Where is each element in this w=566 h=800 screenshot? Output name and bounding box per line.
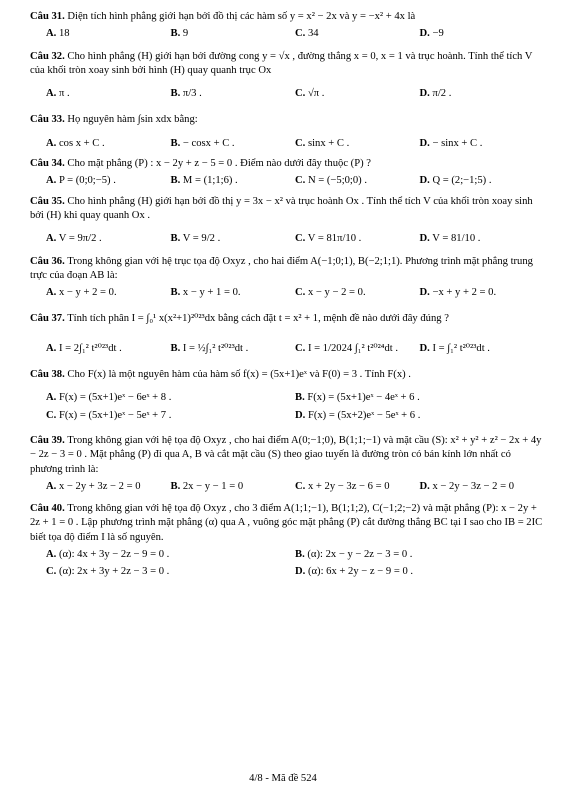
option-b[interactable]: B. (α): 2x − y − 2z − 3 = 0 .: [295, 549, 413, 561]
options: [46, 286, 544, 300]
question-38: [30, 368, 544, 426]
question-text: Cho F(x) là một nguyên hàm của hàm số f(x) = (5x+1)eˣ và F(0) = 3 . Tính F(x) .: [67, 369, 411, 381]
option-d[interactable]: D. −9: [419, 28, 444, 40]
options: [46, 480, 544, 494]
options: [46, 548, 544, 583]
question-39: [30, 434, 544, 494]
question-text: Diện tích hình phẳng giới hạn bởi đồ thị các hàm số y = x² − 2x và y = −x² + 4x là: [67, 11, 416, 22]
question-text: Trong không gian với hệ tọa độ Oxyz , cho hai điểm A(0;−1;0), B(1;1;−1) và mặt cầu (S): x² + y² + z² − 2x + 4y − 2z − 3 = 0 . Mặt phẳng (P) đi qua A, B và cắt mặt cầu (S) theo giao tuyến là đường tròn có bán kính lớn nhất có phương trình là:: [30, 434, 542, 475]
page-footer: 4/8 - Mã đề 524: [249, 773, 317, 784]
question-label: Câu 35.: [30, 195, 65, 207]
option-a[interactable]: A. 18: [46, 28, 70, 40]
question-label: Câu 39.: [30, 434, 65, 446]
option-d[interactable]: D. F(x) = (5x+2)eˣ − 5eˣ + 6 .: [295, 409, 421, 421]
question-36: [30, 255, 544, 301]
option-d[interactable]: D. − sinx + C .: [419, 137, 483, 149]
question-33: [30, 113, 544, 151]
option-a[interactable]: A. F(x) = (5x+1)eˣ − 6eˣ + 8 .: [46, 392, 172, 404]
option-d[interactable]: D. π/2 .: [419, 88, 452, 100]
option-b[interactable]: B. − cosx + C .: [170, 137, 235, 149]
option-c[interactable]: C. F(x) = (5x+1)eˣ − 5eˣ + 7 .: [46, 409, 172, 421]
option-c[interactable]: C. √π .: [295, 88, 325, 100]
question-label: Câu 31.: [30, 11, 65, 22]
question-text: Trong không gian với hệ tọa độ Oxyz , cho 3 điểm A(1;1;−1), B(1;1;2), C(−1;2;−2) và mặt phẳng (P): x − 2y + 2z + 1 = 0 . Lập phương trình mặt phẳng (α) qua A , vuông góc mặt phẳng (P) cắt đường thẳng BC tại I sao cho IB = 2IC biết tọa độ điểm I là số nguyên.: [30, 503, 543, 543]
question-text: Cho hình phẳng (H) giới hạn bởi đường cong y = √x , đường thẳng x = 0, x = 1 và trục hoành. Tính thể tích V của khối tròn xoay sinh bởi hình (H) quay quanh trục Ox: [30, 50, 533, 76]
options: [46, 27, 544, 41]
question-40: [30, 502, 544, 582]
options: [46, 87, 544, 101]
option-c[interactable]: C. x − y − 2 = 0.: [295, 287, 366, 299]
option-a[interactable]: A. P = (0;0;−5) .: [46, 175, 116, 187]
question-text: Trong không gian với hệ trục tọa độ Oxyz , cho hai điểm A(−1;0;1), B(−2;1;1). Phương trình mặt phẳng trung trực của đoạn AB là:: [30, 255, 533, 281]
question-label: Câu 34.: [30, 158, 65, 170]
option-d[interactable]: D. −x + y + 2 = 0.: [419, 287, 497, 299]
question-32: [30, 50, 544, 102]
option-d[interactable]: D. I = ∫₁² t²⁰²³dt .: [419, 342, 490, 354]
option-d[interactable]: D. Q = (2;−1;5) .: [419, 175, 492, 187]
option-c[interactable]: C. sinx + C .: [295, 137, 350, 149]
option-b[interactable]: B. V = 9/2 .: [170, 233, 221, 245]
option-b[interactable]: B. π/3 .: [170, 88, 202, 100]
option-b[interactable]: B. I = ½∫₁² t²⁰²³dt .: [170, 342, 249, 354]
question-label: Câu 40.: [30, 503, 65, 515]
question-text: Cho hình phẳng (H) giới hạn bởi đồ thị y = 3x − x² và trục hoành Ox . Tính thể tích V của khối tròn xoay sinh bởi (H) khi quay quanh Ox .: [30, 195, 533, 221]
option-d[interactable]: D. V = 81/10 .: [419, 233, 481, 245]
question-label: Câu 33.: [30, 114, 65, 126]
option-b[interactable]: B. 2x − y − 1 = 0: [170, 480, 244, 492]
options: [46, 137, 544, 151]
option-c[interactable]: C. N = (−5;0;0) .: [295, 175, 367, 187]
option-c[interactable]: C. 34: [295, 28, 319, 40]
question-text: Họ nguyên hàm ∫sin xdx bằng:: [67, 114, 198, 126]
option-a[interactable]: A. π .: [46, 88, 70, 100]
options: [46, 174, 544, 188]
option-d[interactable]: D. x − 2y − 3z − 2 = 0: [419, 480, 515, 492]
question-label: Câu 32.: [30, 50, 65, 62]
question-35: [30, 195, 544, 247]
question-label: Câu 38.: [30, 369, 65, 381]
option-a[interactable]: A. V = 9π/2 .: [46, 233, 102, 245]
option-c[interactable]: C. x + 2y − 3z − 6 = 0: [295, 480, 390, 492]
option-a[interactable]: A. x − 2y + 3z − 2 = 0: [46, 480, 141, 492]
question-label: Câu 37.: [30, 313, 65, 325]
question-37: [30, 312, 544, 356]
option-d[interactable]: D. (α): 6x + 2y − z − 9 = 0 .: [295, 566, 414, 578]
options: [46, 232, 544, 246]
options: [46, 391, 544, 426]
option-b[interactable]: B. x − y + 1 = 0.: [170, 287, 241, 299]
option-a[interactable]: A. x − y + 2 = 0.: [46, 287, 117, 299]
option-c[interactable]: C. I = 1/2024 ∫₁² t²⁰²⁴dt .: [295, 342, 399, 354]
question-31: [30, 10, 544, 42]
question-34: [30, 157, 544, 189]
option-a[interactable]: A. (α): 4x + 3y − 2z − 9 = 0 .: [46, 549, 170, 561]
option-b[interactable]: B. 9: [170, 28, 189, 40]
option-c[interactable]: C. (α): 2x + 3y + 2z − 3 = 0 .: [46, 566, 170, 578]
option-c[interactable]: C. V = 81π/10 .: [295, 233, 362, 245]
question-text: Tính tích phân I = ∫₀¹ x(x²+1)²⁰²³dx bằng cách đặt t = x² + 1, mệnh đề nào dưới đây đúng ?: [67, 313, 449, 325]
option-a[interactable]: A. cos x + C .: [46, 137, 105, 149]
question-label: Câu 36.: [30, 255, 65, 267]
question-text: Cho mặt phẳng (P) : x − 2y + z − 5 = 0 . Điểm nào dưới đây thuộc (P) ?: [67, 158, 371, 170]
option-b[interactable]: B. F(x) = (5x+1)eˣ − 4eˣ + 6 .: [295, 392, 420, 404]
option-b[interactable]: B. M = (1;1;6) .: [170, 175, 238, 187]
options: [46, 342, 544, 356]
option-a[interactable]: A. I = 2∫₁² t²⁰²³dt .: [46, 342, 122, 354]
